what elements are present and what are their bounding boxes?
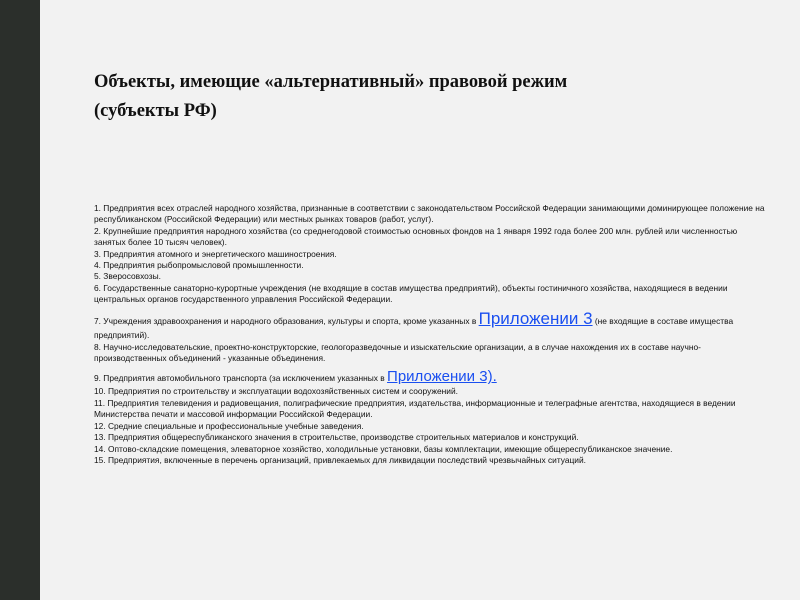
list-item-9-text: 9. Предприятия автомобильного транспорта (за исключением указанных в — [94, 373, 385, 384]
slide-title — [94, 68, 734, 126]
list-item-11: 11. Предприятия телевидения и радиовещания, полиграфические предприятия, издательства, информационные и телеграфные агентства, находящиеся в ведении Министерства печати и массовой информации Российской Федерации. — [94, 397, 736, 420]
list-item-10: 10. Предприятия по строительству и эксплуатации водохозяйственных систем и сооружений. — [94, 386, 458, 397]
list-item-8: 8. Научно-исследовательские, проектно-конструкторские, геологоразведочные и изыскательские организации, а в случае нахождения их в составе научно-производственных объединений - указанные объединения. — [94, 341, 701, 364]
appendix-3-link-2[interactable]: Приложении 3). — [387, 368, 497, 386]
list-item-12: 12. Средние специальные и профессиональные учебные заведения. — [94, 420, 364, 431]
list-item-14: 14. Оптово-складские помещения, элеваторное хозяйство, холодильные установки, базы комплектации, имеющие общереспубликанское значение. — [94, 443, 673, 454]
list-item-4: 4. Предприятия рыбопромысловой промышленности. — [94, 260, 304, 271]
side-bar — [0, 0, 40, 600]
list-item-15: 15. Предприятия, включенные в перечень организаций, привлекаемых для ликвидации последствий чрезвычайных ситуаций. — [94, 454, 586, 465]
list-item-3: 3. Предприятия атомного и энергетического машиностроения. — [94, 248, 337, 259]
appendix-3-link[interactable]: Приложении 3 — [478, 308, 593, 328]
list-item-7-tail: (не входящие в составе имущества предприятий). — [94, 315, 734, 340]
list-item-7-text: 7. Учреждения здравоохранения и народного образования, культуры и спорта, кроме указанных в — [94, 315, 477, 326]
list-item-1: 1. Предприятия всех отраслей народного хозяйства, признанные в соответствии с законодательством Российской Федерации занимающими доминирующее положение на республиканском (Российской Федерации) или местных рынках товаров (работ, услуг). — [94, 203, 765, 225]
slide-body — [94, 203, 766, 466]
list-item-6: 6. Государственные санаторно-курортные учреждения (не входящие в состав имущества предприятий), объекты гостиничного хозяйства, находящиеся в ведении центральных органов государственного управления Российской Федерации. — [94, 282, 728, 305]
title-line-2: (субъекты РФ) — [94, 101, 217, 121]
list-item-5: 5. Зверосовхозы. — [94, 271, 161, 282]
slide — [40, 0, 800, 600]
list-item-9 — [94, 368, 766, 386]
list-item-7 — [94, 310, 766, 342]
list-item-2: 2. Крупнейшие предприятия народного хозяйства (со среднегодовой стоимостью основных фондов на 1 января 1992 года более 200 млн. рублей или численностью занятых более 10 тысяч человек). — [94, 225, 738, 248]
list-item-13: 13. Предприятия общереспубликанского значения в строительстве, производстве строительных материалов и конструкций. — [94, 432, 579, 443]
title-line-1: Объекты, имеющие «альтернативный» правовой режим — [94, 72, 568, 92]
